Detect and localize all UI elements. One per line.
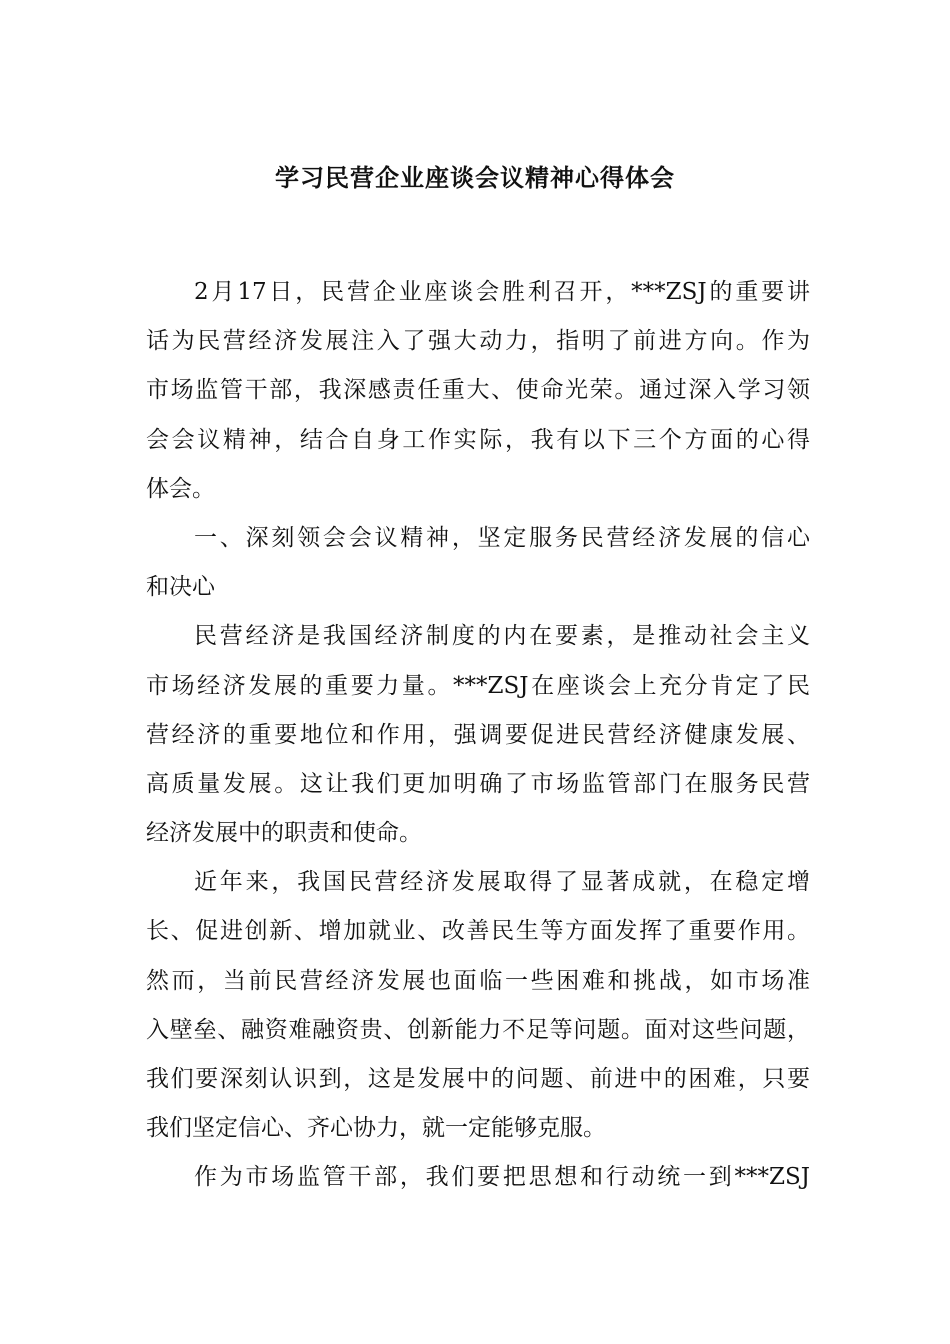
paragraph-1-line-4: 会会议精神，结合自身工作实际，我有以下三个方面的心得 [146, 426, 810, 453]
section-heading-1-line-2: 和决心 [146, 574, 215, 601]
paragraph-4-line-1: 作为市场监管干部，我们要把思想和行动统一到***ZSJ [194, 1164, 810, 1191]
paragraph-1-line-3: 市场监管干部，我深感责任重大、使命光荣。通过深入学习领 [146, 377, 810, 404]
paragraph-1-line-2: 话为民营经济发展注入了强大动力，指明了前进方向。作为 [146, 328, 810, 355]
paragraph-1-line-5: 体会。 [146, 475, 215, 502]
paragraph-3-line-5: 我们要深刻认识到，这是发展中的问题、前进中的困难，只要 [146, 1066, 810, 1092]
document-title: 学习民营企业座谈会议精神心得体会 [275, 164, 675, 192]
paragraph-3-line-6: 我们坚定信心、齐心协力，就一定能够克服。 [146, 1115, 606, 1142]
document-body [146, 268, 810, 1203]
paragraph-2-line-1: 民营经济是我国经济制度的内在要素，是推动社会主义 [194, 623, 810, 650]
paragraph-2-line-3: 营经济的重要地位和作用，强调要促进民营经济健康发展、 [146, 721, 810, 748]
paragraph-3-line-2: 长、促进创新、增加就业、改善民生等方面发挥了重要作用。 [146, 918, 810, 945]
paragraph-2-line-4: 高质量发展。这让我们更加明确了市场监管部门在服务民营 [146, 770, 810, 797]
paragraph-3-line-1: 近年来，我国民营经济发展取得了显著成就，在稳定增 [194, 869, 810, 896]
paragraph-3-line-3: 然而，当前民营经济发展也面临一些困难和挑战，如市场准 [146, 967, 810, 994]
paragraph-2-line-5: 经济发展中的职责和使命。 [146, 820, 422, 847]
paragraph-1-line-1: 2月17日，民营企业座谈会胜利召开，***ZSJ的重要讲 [194, 279, 810, 305]
paragraph-2-line-2: 市场经济发展的重要力量。***ZSJ在座谈会上充分肯定了民 [146, 672, 810, 699]
paragraph-3-line-4: 入壁垒、融资难融资贵、创新能力不足等问题。面对这些问题， [146, 1016, 810, 1043]
section-heading-1-line-1: 一、深刻领会会议精神，坚定服务民营经济发展的信心 [194, 524, 810, 551]
